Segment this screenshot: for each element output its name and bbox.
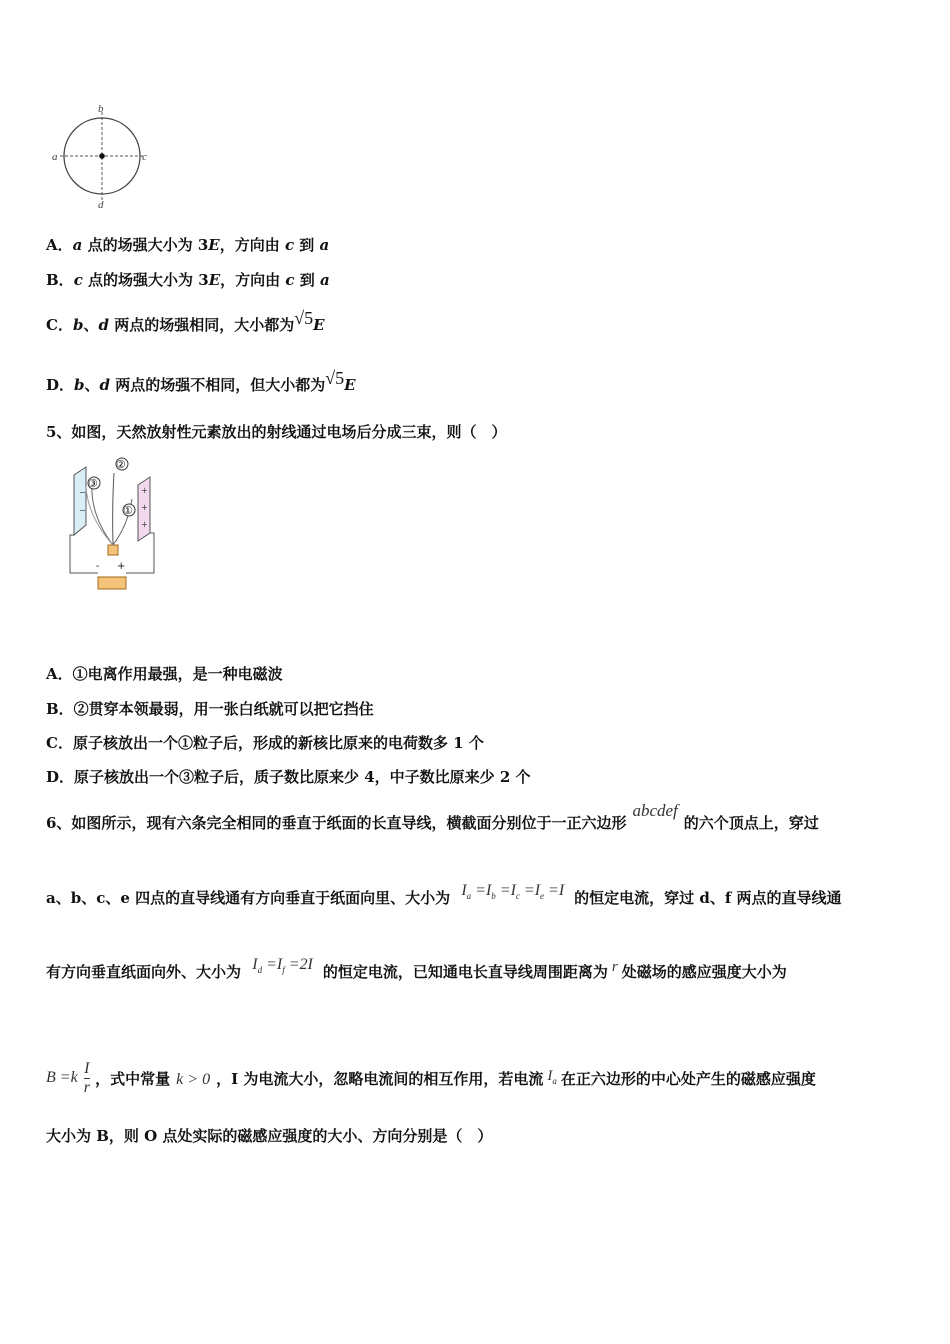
q4-option-a: A．a 点的场强大小为 3E，方向由 c 到 a bbox=[46, 236, 330, 254]
label-c: c bbox=[142, 151, 147, 163]
q6-line-4: B =k $\frac{I}{r}$ ，式中常量 k > 0 ，I 为电流大小，忽略电流间的相互作用，若电流 $I_a$ 在正六边形的中心处产生的磁感应强度 bbox=[46, 1060, 816, 1096]
q4-option-d: D．b、d 两点的场强不相同，但大小都为√5E bbox=[46, 368, 356, 394]
q4-option-b: B．c 点的场强大小为 3E，方向由 c 到 a bbox=[46, 271, 330, 289]
plus-sign-3: + bbox=[141, 520, 148, 529]
q6-line-1: 6、如图所示，现有六条完全相同的垂直于纸面的长直导线，横截面分别位于一正六边形abcdef的六个顶点上，穿过 bbox=[46, 801, 819, 832]
q5-option-b: B．②贯穿本领最弱，用一张白纸就可以把它挡住 bbox=[46, 700, 374, 718]
radiation-figure bbox=[62, 455, 162, 595]
circle-figure bbox=[48, 100, 158, 212]
label-b: b bbox=[98, 103, 104, 115]
beam-1-label: ① bbox=[123, 504, 133, 517]
minus-sign-2: − bbox=[79, 506, 86, 515]
field-formula: B =k $\frac{I}{r}$ bbox=[46, 1060, 90, 1096]
q5-option-c: C．原子核放出一个①粒子后，形成的新核比原来的电荷数多 1 个 bbox=[46, 734, 484, 752]
current-equation-2: $I_d =I_f =2I$ bbox=[252, 956, 313, 975]
beam-3-label: ③ bbox=[88, 477, 98, 490]
q5-stem: 5、如图，天然放射性元素放出的射线通过电场后分成三束，则（ ） bbox=[46, 423, 507, 441]
battery-plus: + bbox=[117, 561, 126, 572]
beam-2-label: ② bbox=[116, 458, 126, 471]
q5-option-a: A．①电离作用最强，是一种电磁波 bbox=[46, 665, 283, 683]
plus-sign-2: + bbox=[141, 503, 148, 512]
q6-line-2: a、b、c、e 四点的直导线通有方向垂直于纸面向里、大小为 $I_a =I_b =I_c =I_e =I$ 的恒定电流，穿过 d、f 两点的直导线通 bbox=[46, 882, 842, 907]
label-a: a bbox=[52, 151, 58, 163]
label-d: d bbox=[98, 199, 104, 211]
q4-option-c: C．b、d 两点的场强相同，大小都为√5E bbox=[46, 308, 325, 334]
minus-sign-1: − bbox=[79, 488, 86, 497]
q6-line-3: 有方向垂直纸面向外、大小为 $I_d =I_f =2I$ 的恒定电流，已知通电长直导线周围距离为 r 处磁场的感应强度大小为 bbox=[46, 956, 787, 981]
plus-sign-1: + bbox=[141, 486, 148, 495]
q5-option-d: D．原子核放出一个③粒子后，质子数比原来少 4，中子数比原来少 2 个 bbox=[46, 768, 531, 786]
battery-minus: - bbox=[96, 561, 100, 572]
q6-line-5: 大小为 B，则 O 点处实际的磁感应强度的大小、方向分别是（ ） bbox=[46, 1127, 493, 1145]
current-equation-1: $I_a =I_b =I_c =I_e =I$ bbox=[461, 882, 565, 901]
